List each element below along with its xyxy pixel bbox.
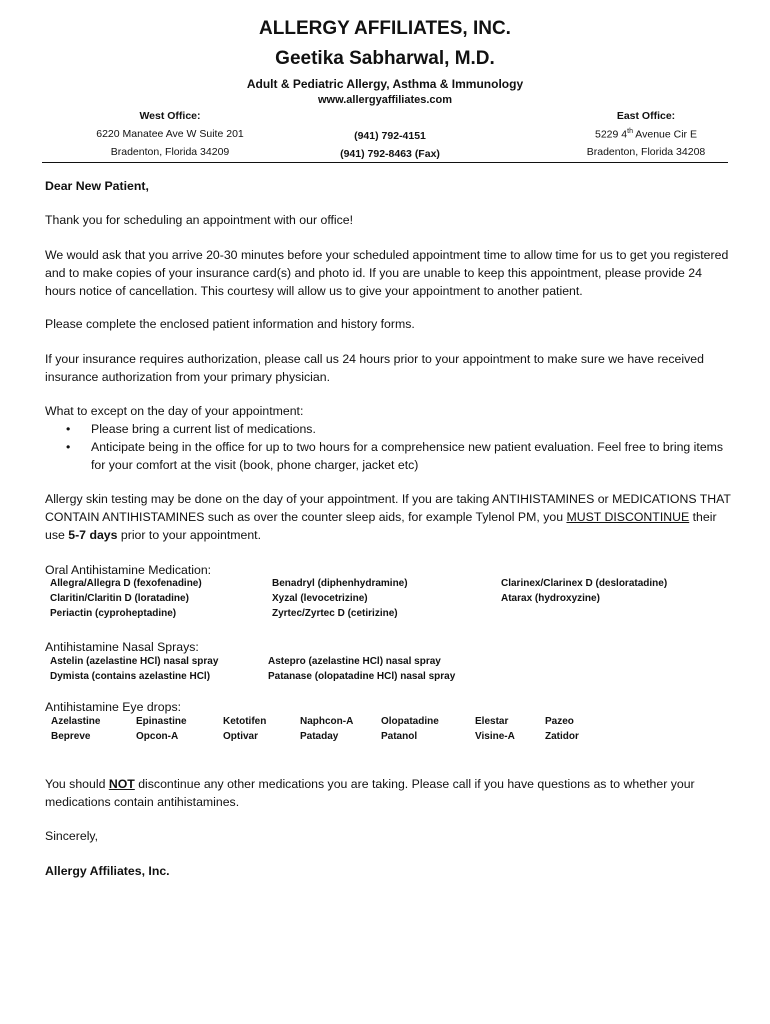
west-office-address: 6220 Manatee Ave W Suite 201 bbox=[96, 128, 244, 140]
eye-med: Bepreve bbox=[51, 731, 91, 742]
nasal-med: Astepro (azelastine HCl) nasal spray bbox=[268, 656, 441, 667]
eye-med: Naphcon-A bbox=[300, 716, 354, 727]
must-discontinue: MUST DISCONTINUE bbox=[566, 510, 690, 524]
west-office-label: West Office: bbox=[139, 110, 201, 122]
east-office-address: 5229 4th Avenue Cir E bbox=[595, 128, 697, 141]
bullet-dot-2: • bbox=[66, 440, 71, 454]
eye-med: Azelastine bbox=[51, 716, 101, 727]
eye-med: Visine-A bbox=[475, 731, 515, 742]
oral-med: Clarinex/Clarinex D (desloratadine) bbox=[501, 578, 668, 589]
eye-med: Optivar bbox=[223, 731, 259, 742]
greeting: Dear New Patient, bbox=[45, 179, 149, 193]
paragraph-arrival: We would ask that you arrive 20-30 minutes before your scheduled appointment time to allow time for us to get you registered and to make copies of your insurance card(s) and photo id. If you are unable to keep this appointment, please provide 24 hours notice of cancellation. This courtesy will allow us to give your appointment to another patient. bbox=[45, 248, 729, 298]
nasal-med: Patanase (olopatadine HCl) nasal spray bbox=[268, 671, 456, 682]
eye-med: Pazeo bbox=[545, 716, 574, 727]
eye-med: Olopatadine bbox=[381, 716, 439, 727]
oral-heading: Oral Antihistamine Medication: bbox=[45, 563, 212, 577]
oral-med: Zyrtec/Zyrtec D (cetirizine) bbox=[272, 608, 398, 619]
company-name: ALLERGY AFFILIATES, INC. bbox=[259, 18, 511, 39]
nasal-med: Dymista (contains azelastine HCl) bbox=[50, 671, 211, 682]
nasal-heading: Antihistamine Nasal Sprays: bbox=[45, 640, 199, 654]
paragraph-thanks: Thank you for scheduling an appointment with our office! bbox=[45, 213, 354, 227]
signature: Allergy Affiliates, Inc. bbox=[45, 864, 170, 878]
eye-med: Zatidor bbox=[545, 731, 579, 742]
phone-number: (941) 792-4151 bbox=[354, 130, 426, 142]
specialty: Adult & Pediatric Allergy, Asthma & Immunology bbox=[246, 77, 524, 91]
paragraph-skin-testing: Allergy skin testing may be done on the day of your appointment. If you are taking ANTIHISTAMINES or MEDICATIONS THAT CONTAIN ANTIHISTAMINES such as over the counter sleep aids, for example Tylenol PM, you MUST DISCONTINUE their use 5-7 days prior to your appointment. bbox=[45, 492, 731, 542]
expect-heading: What to except on the day of your appointment: bbox=[45, 404, 304, 418]
not-emphasis: NOT bbox=[108, 777, 135, 791]
closing: Sincerely, bbox=[45, 829, 99, 843]
bullet-dot-1: • bbox=[66, 422, 71, 436]
oral-med: Xyzal (levocetrizine) bbox=[272, 593, 368, 604]
eye-med: Pataday bbox=[300, 731, 339, 742]
header-divider bbox=[42, 162, 728, 163]
eye-med: Opcon-A bbox=[136, 731, 179, 742]
fax-number: (941) 792-8463 (Fax) bbox=[340, 148, 440, 160]
oral-med: Allegra/Allegra D (fexofenadine) bbox=[50, 578, 202, 589]
oral-med: Atarax (hydroxyzine) bbox=[501, 593, 600, 604]
nasal-med: Astelin (azelastine HCl) nasal spray bbox=[50, 656, 219, 667]
eye-med: Epinastine bbox=[136, 716, 187, 727]
oral-med: Claritin/Claritin D (loratadine) bbox=[50, 593, 189, 604]
eye-heading: Antihistamine Eye drops: bbox=[45, 700, 182, 714]
eye-med: Elestar bbox=[475, 716, 509, 727]
east-office-label: East Office: bbox=[616, 110, 676, 122]
eye-med: Ketotifen bbox=[223, 716, 267, 727]
east-office-city: Bradenton, Florida 34208 bbox=[586, 146, 706, 158]
doctor-name: Geetika Sabharwal, M.D. bbox=[275, 48, 495, 69]
oral-med: Benadryl (diphenhydramine) bbox=[272, 578, 408, 589]
west-office-city: Bradenton, Florida 34209 bbox=[110, 146, 230, 158]
paragraph-authorization: If your insurance requires authorization, please call us 24 hours prior to your appointment to make sure we have received insurance authorization from your primary physician. bbox=[45, 352, 704, 384]
bullet-item-1: Please bring a current list of medications. bbox=[91, 422, 316, 436]
bullet-item-2: Anticipate being in the office for up to two hours for a comprehensice new patient evaluation. Feel free to bring items for your comfort at the visit (book, phone charger, jacket etc) bbox=[91, 440, 724, 472]
paragraph-forms: Please complete the enclosed patient information and history forms. bbox=[45, 317, 415, 331]
oral-med: Periactin (cyproheptadine) bbox=[50, 608, 177, 619]
eye-med: Patanol bbox=[381, 731, 418, 742]
paragraph-other-meds: You should NOT discontinue any other medications you are taking. Please call if you have questions as to whether your medications contain antihistamines. bbox=[45, 777, 695, 809]
website[interactable]: www.allergyaffiliates.com bbox=[317, 94, 453, 106]
